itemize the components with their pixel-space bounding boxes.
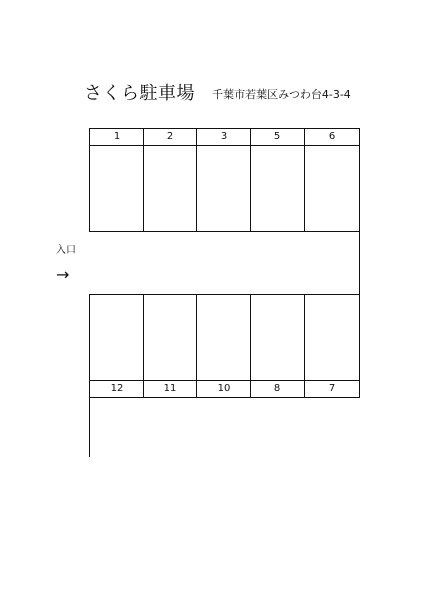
bottom-row-divider-0 [89,294,90,457]
bottom-row-top-border [89,294,360,295]
space-number: 3 [220,131,228,142]
space-number: 5 [273,131,281,142]
top-row-bottom-border [89,231,360,232]
space-number: 1 [113,131,121,142]
entrance-label: 入口 [56,245,76,256]
entrance-arrow-icon: → [56,265,70,284]
parking-lot-address: 千葉市若葉区みつわ台4-3-4 [212,88,351,101]
bottom-row-divider-5 [359,294,360,398]
page-title [84,79,351,105]
space-number: 7 [328,383,336,394]
space-number: 8 [273,383,281,394]
parking-lot-name: さくら駐車場 [84,83,195,104]
space-number: 12 [110,383,124,394]
space-number: 10 [217,383,231,394]
top-row-header-divider [89,145,360,146]
driveway-right-edge [359,231,360,295]
top-row-divider-5 [359,128,360,232]
space-number: 2 [166,131,174,142]
space-number: 6 [328,131,336,142]
bottom-row-bottom-border [89,397,360,398]
space-number: 11 [163,383,177,394]
